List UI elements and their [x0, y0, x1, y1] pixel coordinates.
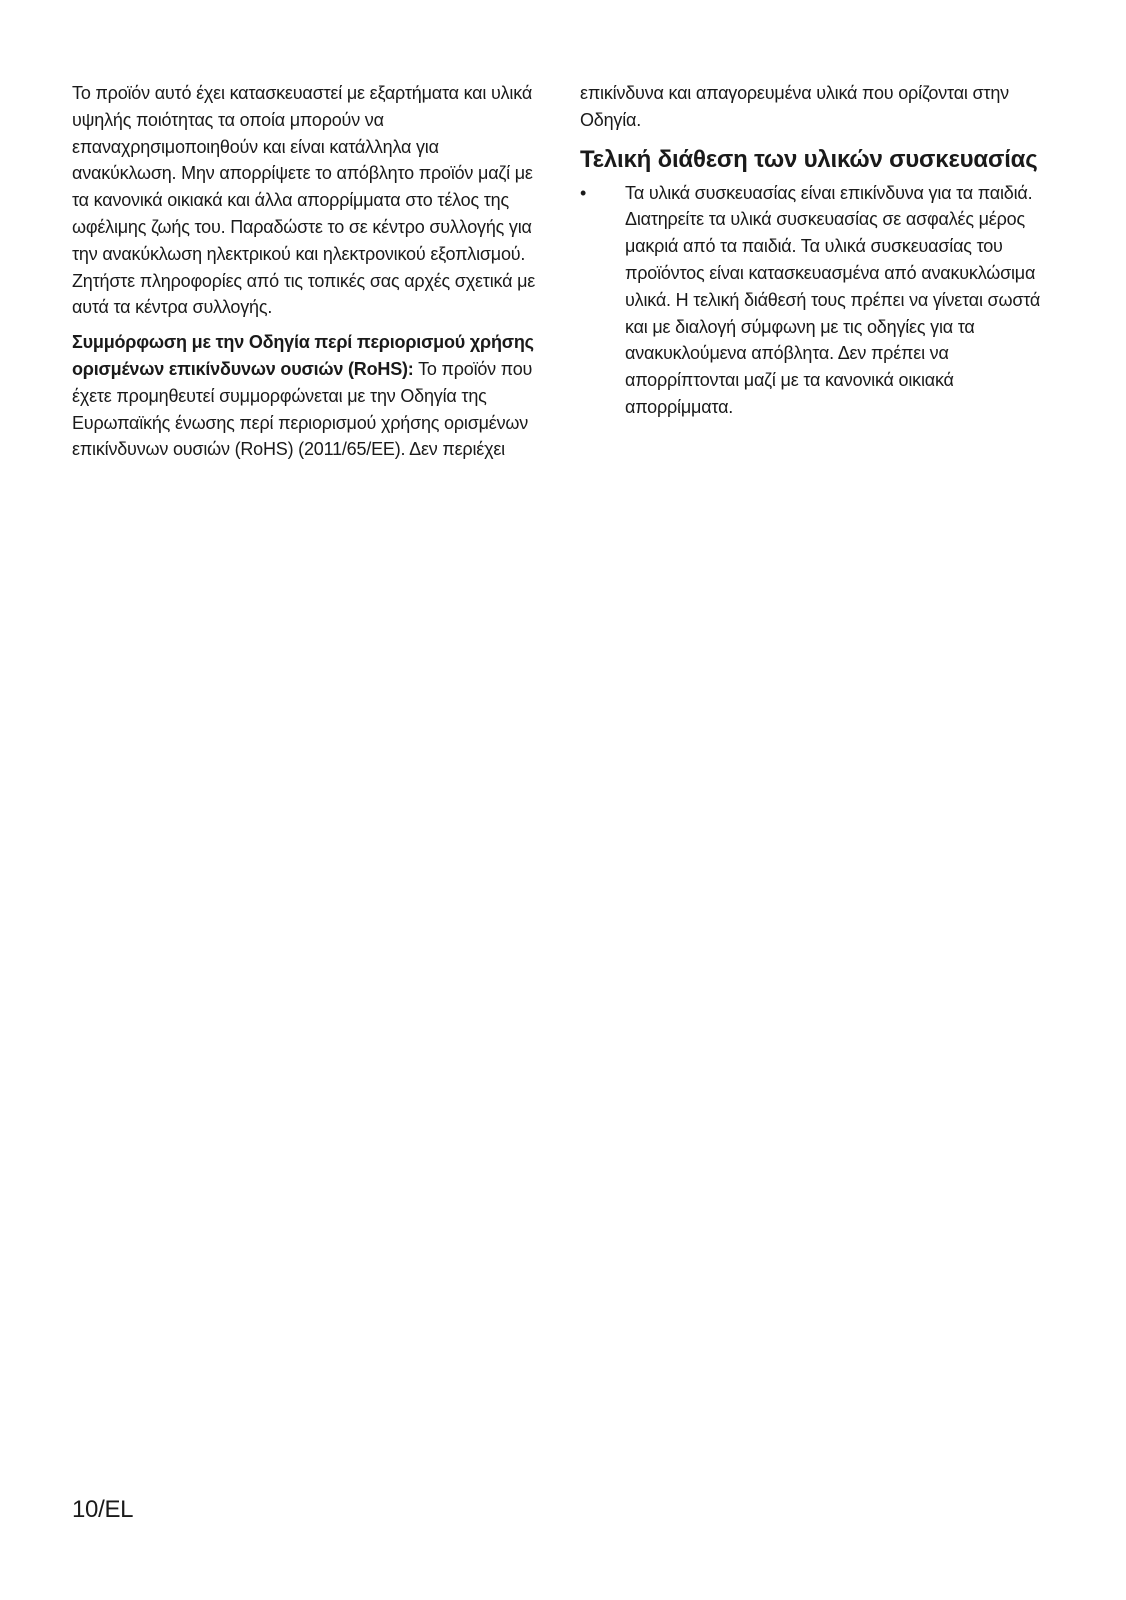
rohs-heading: Συμμόρφωση με την Οδηγία περί περιορισμού χρήσης ορισμένων επικίνδυνων ουσιών (RoHS):	[72, 332, 534, 379]
packaging-bullet-list	[580, 180, 1050, 421]
list-item	[580, 180, 1050, 421]
rohs-text: Το προϊόν που έχετε προμηθευτεί συμμορφώνεται με την Οδηγία της Ευρωπαϊκής ένωσης περί περιορισμού χρήσης ορισμένων επικίνδυνων ουσιών (RoHS) (2011/65/ΕΕ). Δεν περιέχει	[72, 358, 533, 460]
rohs-paragraph	[72, 329, 542, 463]
bullet-text: Τα υλικά συσκευασίας είναι επικίνδυνα για τα παιδιά. Διατηρείτε τα υλικά συσκευασίας σε ασφαλές μέρος μακριά από τα παιδιά. Τα υλικά συσκευασίας του προϊόντος είναι κατασκευασμένα από ανακυκλώσιμα υλικά. Η τελική διάθεσή τους πρέπει να γίνεται σωστά και με διαλογή σύμφωνη με τις οδηγίες για τα ανακυκλούμενα απόβλητα. Δεν πρέπει να απορρίπτονται μαζί με τα κανονικά οικιακά απορρίμματα.	[625, 182, 1041, 417]
page-number: 10/EL	[72, 1496, 134, 1523]
left-column	[72, 80, 542, 463]
continuation-paragraph: επικίνδυνα και απαγορευμένα υλικά που ορίζονται στην Οδηγία.	[580, 83, 1009, 130]
right-column	[580, 80, 1050, 421]
packaging-disposal-heading: Τελική διάθεση των υλικών συσκευασίας	[580, 145, 1038, 173]
intro-paragraph: Το προϊόν αυτό έχει κατασκευαστεί με εξαρτήματα και υλικά υψηλής ποιότητας τα οποία μπορούν να επαναχρησιμοποιηθούν και είναι κατάλληλα για ανακύκλωση. Μην απορρίψετε το απόβλητο προϊόν μαζί με τα κανονικά οικιακά και άλλα απορρίμματα στο τέλος της ωφέλιμης ζωής του. Παραδώστε το σε κέντρο συλλογής για την ανακύκλωση ηλεκτρικού και ηλεκτρονικού εξοπλισμού. Ζητήστε πληροφορίες από τις τοπικές σας αρχές σχετικά με αυτά τα κέντρα συλλογής.	[72, 83, 536, 318]
bullet-icon: •	[580, 182, 587, 203]
